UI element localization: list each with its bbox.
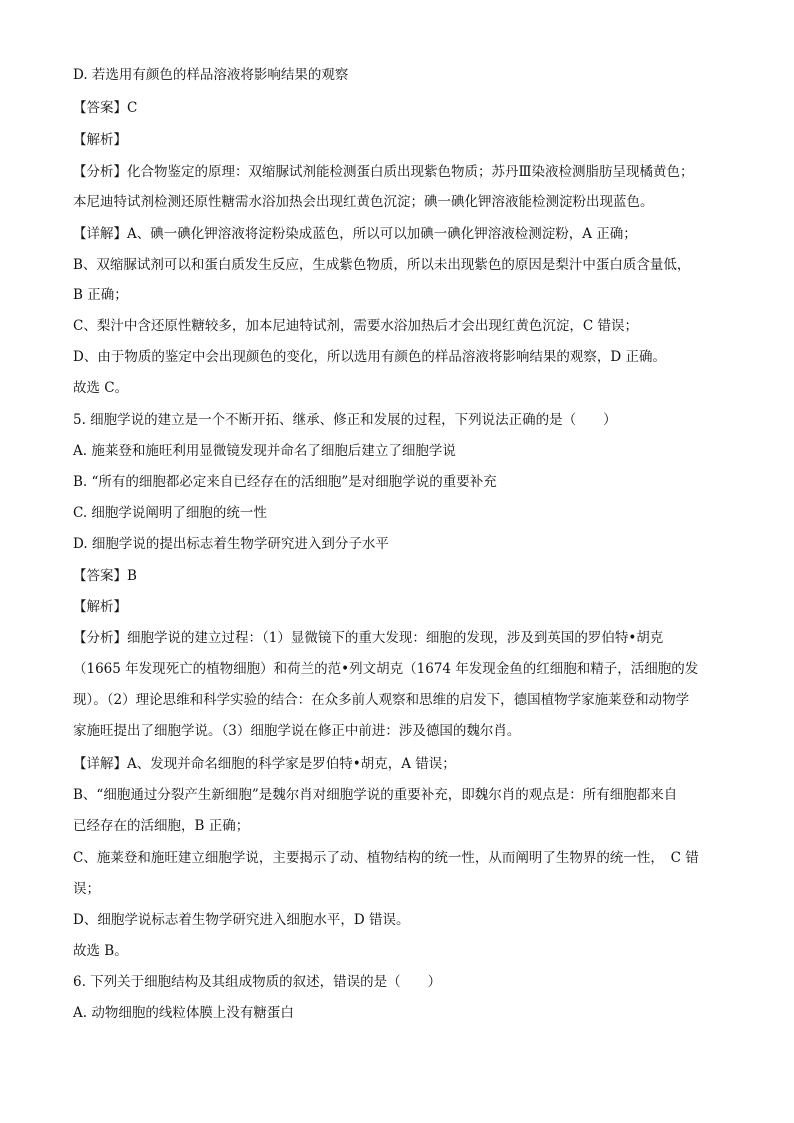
- text-line: 本尼迪特试剂检测还原性糖需水浴加热会出现红黄色沉淀；碘一碘化钾溶液能检测淀粉出现蓝色。: [73, 194, 654, 210]
- text-line: 故选 B。: [73, 943, 128, 959]
- text-line: C、梨汁中含还原性糖较多，加本尼迪特试剂，需要水浴加热后才会出现红黄色沉淀，C 错误；: [73, 318, 638, 334]
- text-line: 【分析】化合物鉴定的原理：双缩脲试剂能检测蛋白质出现紫色物质；苏丹Ⅲ染液检测脂肪呈现橘黄色；: [73, 164, 694, 180]
- text-line: 【解析】: [73, 132, 127, 148]
- text-line: B、双缩脲试剂可以和蛋白质发生反应，生成紫色物质，所以未出现紫色的原因是梨汁中蛋白质含量低，: [73, 257, 691, 273]
- text-line: 【答案】C: [73, 100, 138, 116]
- option-d: D. 细胞学说的提出标志着生物学研究进入到分子水平: [73, 536, 389, 552]
- answer-label: 【答案】B: [73, 568, 137, 584]
- text-line: 现）。（2）理论思维和科学实验的结合：在众多前人观察和思维的启发下，德国植物学家施莱登和动物学: [73, 692, 690, 708]
- option-b: B. “所有的细胞都必定来自已经存在的活细胞”是对细胞学说的重要补充: [73, 474, 497, 490]
- text-line: 【分析】细胞学说的建立过程：（1）显微镜下的重大发现：细胞的发现，涉及到英国的罗伯特•胡克: [73, 630, 664, 646]
- question-stem: 5. 细胞学说的建立是一个不断开拓、继承、修正和发展的过程，下列说法正确的是（ ）: [73, 412, 617, 428]
- analysis-label: 【解析】: [73, 599, 127, 615]
- text-line: D、细胞学说标志着生物学研究进入细胞水平，D 错误。: [73, 912, 410, 928]
- question-stem: 6. 下列关于细胞结构及其组成物质的叙述，错误的是（ ）: [73, 974, 442, 990]
- text-line: B、“细胞通过分裂产生新细胞”是魏尔肖对细胞学说的重要补充，即魏尔肖的观点是：所有细胞都来自: [73, 787, 678, 803]
- text-line: 故选 C。: [73, 380, 129, 396]
- text-line: 误；: [73, 881, 100, 897]
- text-line: D. 若选用有颜色的样品溶液将影响结果的观察: [73, 67, 349, 83]
- text-line: 已经存在的活细胞，B 正确；: [73, 818, 250, 834]
- text-line: （1665 年发现死亡的植物细胞）和荷兰的范•列文胡克（1674 年发现金鱼的红细胞和精子，活细胞的发: [73, 661, 699, 677]
- text-line: B 正确；: [73, 287, 128, 303]
- text-line: D、由于物质的鉴定中会出现颜色的变化，所以选用有颜色的样品溶液将影响结果的观察，D 正确。: [73, 349, 666, 365]
- text-line: C、施莱登和施旺建立细胞学说，主要揭示了动、植物结构的统一性，从而阐明了生物界的统一性， C 错: [73, 850, 699, 866]
- text-line: 【详解】A、碘一碘化钾溶液将淀粉染成蓝色，所以可以加碘一碘化钾溶液检测淀粉，A 正确；: [73, 226, 637, 242]
- option-c: C. 细胞学说阐明了细胞的统一性: [73, 505, 267, 521]
- option-a: A. 施莱登和施旺利用显微镜发现并命名了细胞后建立了细胞学说: [73, 443, 456, 459]
- text-line: 【详解】A、发现并命名细胞的科学家是罗伯特•胡克，A 错误；: [73, 756, 456, 772]
- option-a: A. 动物细胞的线粒体膜上没有糖蛋白: [73, 1005, 294, 1021]
- text-line: 家施旺提出了细胞学说。（3）细胞学说在修正中前进：涉及德国的魏尔肖。: [73, 723, 521, 739]
